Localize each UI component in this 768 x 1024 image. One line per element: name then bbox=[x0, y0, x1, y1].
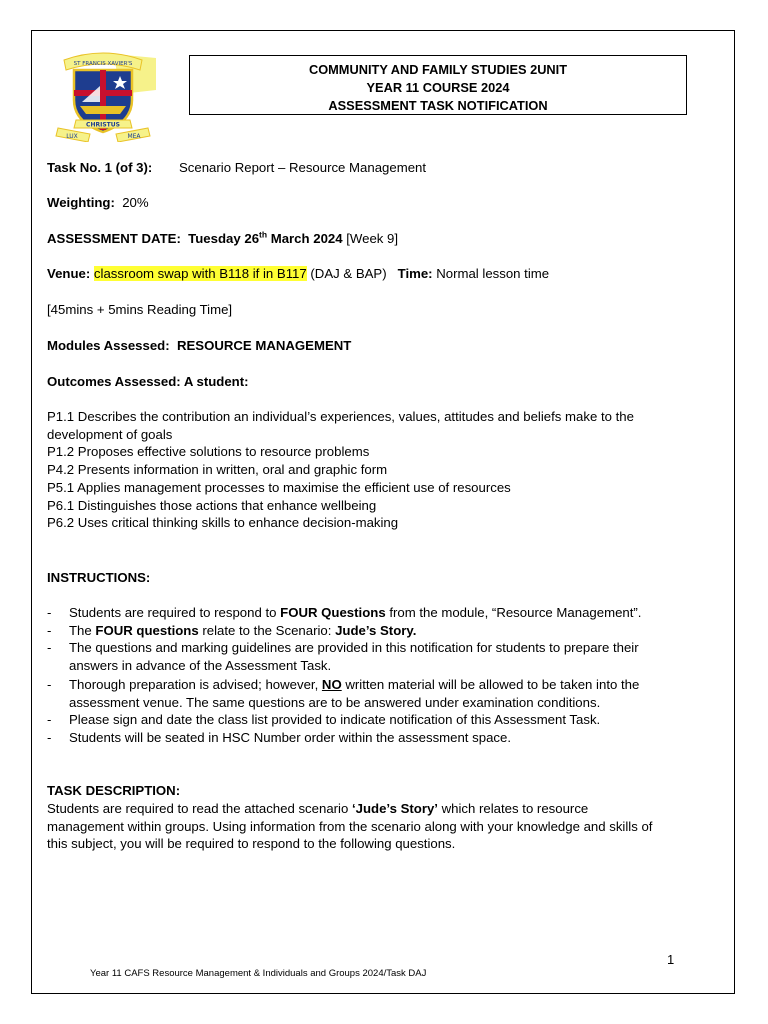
weighting-label: Weighting: bbox=[47, 195, 115, 210]
outcomes-heading: Outcomes Assessed: A student: bbox=[47, 374, 249, 389]
title-line-1: COMMUNITY AND FAMILY STUDIES 2UNIT bbox=[308, 62, 568, 77]
modules-value: RESOURCE MANAGEMENT bbox=[176, 338, 352, 353]
task-number-row bbox=[47, 159, 426, 176]
date-day: Tuesday 26 bbox=[188, 231, 260, 246]
weighting-row bbox=[47, 194, 149, 211]
outcome-item: P1.1 Describes the contribution an individual’s experiences, values, attitudes and beliefs make to the bbox=[47, 409, 634, 424]
modules-row bbox=[47, 337, 351, 354]
outcome-item: P6.2 Uses critical thinking skills to enhance decision-making bbox=[47, 515, 399, 530]
time-value: Normal lesson time bbox=[436, 266, 550, 281]
instruction-item: - Students are required to respond to FOUR Questions from the module, “Resource Management”. bbox=[47, 605, 642, 620]
instruction-item: - The FOUR questions relate to the Scenario: Jude’s Story. bbox=[47, 623, 417, 638]
description-line: this subject, you will be required to respond to the following questions. bbox=[47, 836, 456, 851]
venue-teachers: (DAJ & BAP) bbox=[310, 266, 387, 281]
description-line: Students are required to read the attached scenario ‘Jude’s Story’ which relates to resource bbox=[47, 801, 589, 816]
venue-row bbox=[47, 265, 549, 282]
time-label: Time: bbox=[397, 266, 433, 281]
outcome-item: development of goals bbox=[47, 427, 173, 442]
outcome-item: P5.1 Applies management processes to maximise the efficient use of resources bbox=[47, 480, 511, 495]
date-week: [Week 9] bbox=[346, 231, 399, 246]
instruction-item: - Students will be seated in HSC Number order within the assessment space. bbox=[47, 730, 511, 745]
task-label: Task No. 1 (of 3): bbox=[47, 160, 153, 175]
instructions-heading: INSTRUCTIONS: bbox=[47, 570, 151, 585]
title-line-3: ASSESSMENT TASK NOTIFICATION bbox=[328, 98, 548, 113]
footer-text: Year 11 CAFS Resource Management & Individuals and Groups 2024/Task DAJ bbox=[90, 968, 427, 979]
date-ordinal: th bbox=[259, 229, 268, 240]
task-description-heading: TASK DESCRIPTION: bbox=[47, 783, 181, 798]
crest-motto-right: MEA bbox=[127, 133, 141, 140]
page-number: 1 bbox=[667, 952, 675, 967]
duration-row: [45mins + 5mins Reading Time] bbox=[47, 302, 233, 317]
assessment-date-row bbox=[47, 230, 398, 247]
instruction-item: - The questions and marking guidelines are provided in this notification for students to prepare their answers in advance of the Assessment Task. bbox=[47, 640, 639, 673]
venue-label: Venue: bbox=[47, 266, 91, 281]
outcome-item: P6.1 Distinguishes those actions that enhance wellbeing bbox=[47, 498, 377, 513]
date-label: ASSESSMENT DATE: bbox=[47, 231, 181, 246]
date-rest: March 2024 bbox=[267, 231, 343, 246]
modules-label: Modules Assessed: bbox=[47, 338, 170, 353]
school-crest-logo bbox=[50, 50, 156, 142]
crest-motto-left: LUX bbox=[66, 133, 78, 140]
instruction-item: - Please sign and date the class list provided to indicate notification of this Assessment Task. bbox=[47, 712, 601, 727]
task-value: Scenario Report – Resource Management bbox=[179, 160, 427, 175]
instruction-item: - Thorough preparation is advised; however, NO written material will be allowed to be taken into the assessment venue. The same questions are to be answered under examination conditions. bbox=[47, 677, 640, 710]
description-line: management within groups. Using information from the scenario along with your knowledge and skills of bbox=[47, 819, 653, 834]
title-line-2: YEAR 11 COURSE 2024 bbox=[366, 80, 510, 95]
outcome-item: P4.2 Presents information in written, oral and graphic form bbox=[47, 462, 388, 477]
crest-scroll-text: CHRISTUS bbox=[86, 121, 120, 129]
title-box bbox=[189, 55, 687, 115]
outcome-item: P1.2 Proposes effective solutions to resource problems bbox=[47, 444, 370, 459]
crest-banner-text: ST FRANCIS XAVIER'S bbox=[73, 61, 133, 67]
weighting-value: 20% bbox=[122, 195, 149, 210]
venue-highlight: classroom swap with B118 if in B117 bbox=[93, 266, 307, 281]
